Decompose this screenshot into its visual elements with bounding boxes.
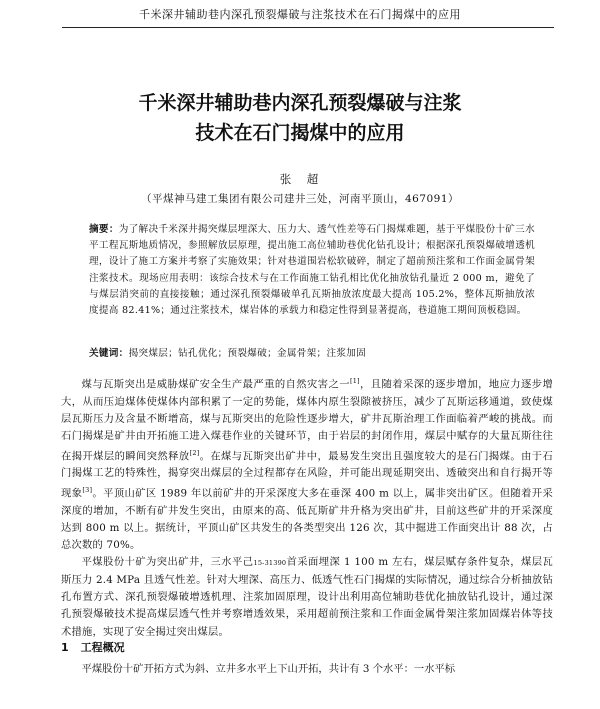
section-title: 工程概况 — [80, 641, 125, 654]
section-first-line: 平煤股份十矿开拓方式为斜、立井多水平上下山开拓，共计有 3 个水平：一水平标 — [81, 663, 456, 675]
body-paragraph-1 — [61, 373, 553, 554]
abstract-text: 为了解决千米深井揭突煤层埋深大、压力大、透气性差等石门揭煤难题，基于平煤股份十矿三水平工程瓦斯地质情况，参照解放层原理，提出施工高位辅助巷优化钻孔设计；根据深孔预裂爆破增透机理，设计了施工方案并考察了实施效果；针对巷道围岩松软破碎，制定了超前预注浆和工作面金属骨架注浆技术。现场应用表明：该综合技术与在工作面施工钻孔相比优化抽放钻孔量近 2 000 m，避免了与煤层消突前的直接接触；通过深孔预裂爆破单孔瓦斯抽放浓度最大提高 105.2%，整体瓦斯抽放浓度提高 82.41%；通过注浆技术，煤岩体的承载力和稳定性得到显著提高，巷道施工期间顶板稳固。 — [89, 224, 535, 317]
abstract-label: 摘要： — [89, 224, 119, 235]
citation-2: [2] — [189, 448, 200, 457]
citation-1: [1] — [349, 377, 360, 385]
p1-part-b: ，且随着采深的逐步增加，地应力逐步增大，从而压迫煤体使煤体内部积累了一定的势能，煤体内原生裂隙被挤压，减少了瓦斯运移通道，致使煤层瓦斯压力及含量不断增高，煤与瓦斯突出的危险性逐步增大，矿井瓦斯治理工作面临着严峻的挑战。而石门揭煤是矿井由开拓施工进入煤巷作业的关键环节，由于岩层的封闭作用，煤层中赋存的大量瓦斯往往在揭开煤层的瞬间突然释放 — [61, 378, 554, 463]
keywords-label: 关键词： — [89, 348, 129, 359]
author-affiliation: （平煤神马建工集团有限公司建井三处，河南平顶山，467091） — [140, 193, 460, 205]
article-title — [0, 88, 600, 148]
p2-part-a: 平煤股份十矿为突出矿井，三水平己 — [81, 556, 254, 569]
p1-part-a: 煤与瓦斯突出是威胁煤矿安全生产最严重的自然灾害之一 — [81, 378, 350, 391]
author-name: 张 超 — [279, 172, 321, 186]
citation-3: [3] — [82, 486, 93, 495]
p1-part-d: 。平顶山矿区 1989 年以前矿井的开采深度大多在垂深 400 m 以上，属非突出矿区。但随着开采深度的增加，不断有矿井发生突出，由原来的高、低瓦斯矿井升格为突出矿井，目前这些矿井的开采深度达到 800 m 以上。据统计，平顶山矿区共发生的各类型突出 126 次，其中掘进工作面突出计 88 次，占总次数的 70%。 — [61, 487, 553, 552]
title-line-2: 技术在石门揭煤中的应用 — [195, 122, 405, 144]
abstract — [89, 222, 535, 319]
p1-part-c: 。在煤与瓦斯突出矿井中，最易发生突出且强度较大的是石门揭煤。由于石门揭煤工艺的特殊性，揭穿突出煤层的全过程都存在风险，并可能出现延期突出、透破突出和自行揭开等现象 — [61, 450, 553, 500]
running-header: 千米深井辅助巷内深孔预裂爆破与注浆技术在石门揭煤中的应用 — [139, 8, 461, 21]
keywords — [89, 346, 535, 362]
keywords-text: 揭突煤层；钻孔优化；预裂爆破；金属骨架；注浆加固 — [128, 348, 367, 359]
header-rule — [62, 27, 554, 28]
p2-part-b: 首采面埋深 1 100 m 左右，煤层赋存条件复杂，煤层瓦斯压力 2.4 MPa 且透气性差。针对大埋深、高压力、低透气性石门揭煤的实际情况，通过综合分析抽放钻孔布置方式、深孔预裂爆破增透机理、注浆加固原理，设计出利用高位辅助巷优化抽放钻孔设计，通过深孔预裂爆破技术提高煤层透气性并考察增透效果，采用超前预注浆和工作面金属骨架注浆加固煤岩体等技术措施，实现了安全揭过突出煤层。 — [61, 556, 554, 638]
working-face-subscript: 15-31390 — [253, 559, 287, 568]
section-number: 1 — [61, 641, 69, 654]
body-text — [61, 373, 553, 641]
section-heading — [61, 639, 137, 655]
body-paragraph-2 — [61, 554, 553, 640]
title-line-1: 千米深井辅助巷内深孔预裂爆破与注浆 — [138, 92, 462, 114]
